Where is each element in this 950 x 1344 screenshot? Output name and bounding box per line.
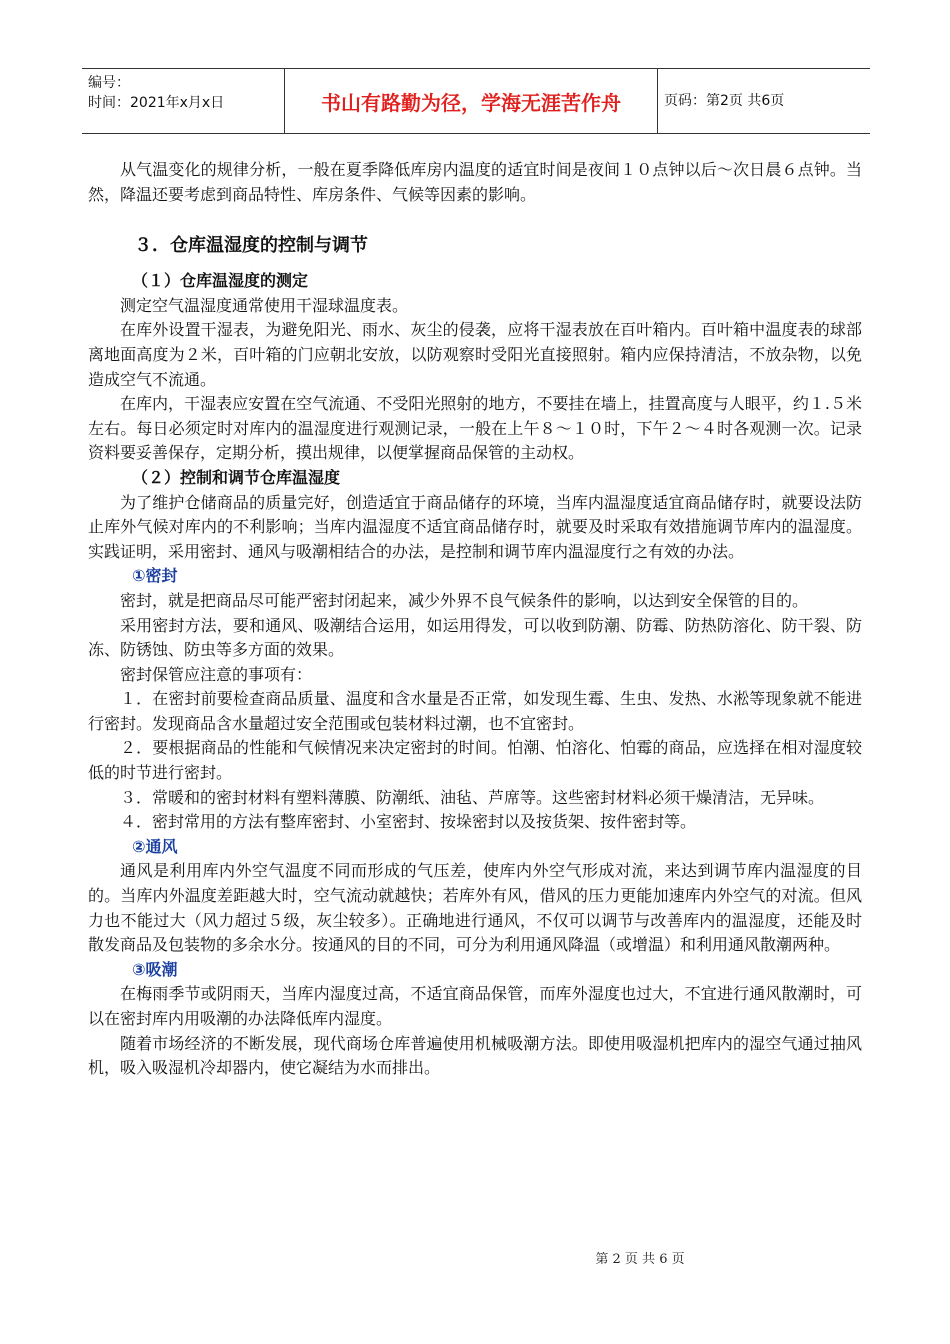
subsection-1-heading: （１）仓库温湿度的测定	[132, 271, 309, 291]
subsection-2-heading: （２）控制和调节仓库温湿度	[132, 467, 341, 487]
document-number-label: 编号：	[88, 75, 130, 91]
paragraph: 采用密封方法，要和通风、吸潮结合运用，如运用得发，可以收到防潮、防霉、防热防溶化、防干裂、防冻、防锈蚀、防虫等多方面的效果。	[88, 615, 862, 660]
paragraph: 密封保管应注意的事项有：	[120, 664, 313, 684]
header-meta-cell	[82, 69, 285, 133]
paragraph: 密封，就是把商品尽可能严密封闭起来，减少外界不良气候条件的影响，以达到安全保管的目的。	[120, 590, 809, 610]
header-motto-cell	[285, 69, 658, 133]
paragraph: 在梅雨季节或阴雨天，当库内湿度过高，不适宜商品保管，而库外湿度也过大，不宜进行通风散潮时，可以在密封库内用吸潮的办法降低库内湿度。	[88, 984, 862, 1028]
paragraph: 通风是利用库内外空气温度不同而形成的气压差，使库内外空气形成对流，来达到调节库内温湿度的目的。当库内外温度差距越大时，空气流动就越快；若库外有风，借风的压力更能加速库内外空气的对流。但风力也不能过大（风力超过５级，灰尘较多）。正确地进行通风，不仅可以调节与改善库内的温湿度，还能及时散发商品及包装物的多余水分。按通风的目的不同，可分为利用通风降温（或增温）和利用通风散潮两种。	[88, 861, 862, 955]
list-item: ４．密封常用的方法有整库密封、小室密封、按垛密封以及按货架、按件密封等。	[120, 812, 697, 832]
list-item: ３．常暖和的密封材料有塑料薄膜、防潮纸、油毡、芦席等。这些密封材料必须干燥清洁，无异味。	[120, 787, 825, 807]
ventilation-heading: ②通风	[132, 836, 178, 856]
paragraph: 为了维护仓储商品的质量完好，创造适宜于商品储存的环境，当库内温湿度适宜商品储存时，就要设法防止库外气候对库内的不利影响；当库内温湿度不适宜商品储存时，就要及时采取有效措施调节库内的温湿度。实践证明，采用密封、通风与吸潮相结合的办法，是控制和调节库内温湿度行之有效的办法。	[88, 492, 862, 561]
paragraph: 测定空气温湿度通常使用干湿球温度表。	[120, 295, 409, 315]
paragraph: 在库外设置干湿表，为避免阳光、雨水、灰尘的侵袭，应将干湿表放在百叶箱内。百叶箱中温度表的球部离地面高度为２米，百叶箱的门应朝北安放，以防观察时受阳光直接照射。箱内应保持清洁，不放杂物，以免造成空气不流通。	[88, 320, 862, 389]
document-body	[88, 158, 862, 1081]
list-item: １．在密封前要检查商品质量、温度和含水量是否正常，如发现生霉、生虫、发热、水淞等现象就不能进行密封。发现商品含水量超过安全范围或包装材料过潮，也不宜密封。	[88, 689, 862, 733]
section-3-heading: ３．仓库温湿度的控制与调节	[134, 235, 368, 257]
document-date-label: 时间：2021年x月x日	[88, 95, 225, 111]
page-header	[82, 68, 870, 134]
list-item: ２．要根据商品的性能和气候情况来决定密封的时间。怕潮、怕溶化、怕霉的商品，应选择在相对湿度较低的时节进行密封。	[88, 738, 862, 783]
page-footer: 第 2 页 共 6 页	[595, 1252, 685, 1267]
header-motto: 书山有路勤为径，学海无涯苦作舟	[321, 90, 621, 115]
paragraph: 在库内，干湿表应安置在空气流通、不受阳光照射的地方，不要挂在墙上，挂置高度与人眼平，约１.５米左右。每日必须定时对库内的温湿度进行观测记录，一般在上午８～１０时，下午２～４时各观测一次。记录资料要妥善保存，定期分析，摸出规律，以便掌握商品保管的主动权。	[88, 394, 862, 463]
paragraph: 随着市场经济的不断发展，现代商场仓库普遍使用机械吸潮方法。即使用吸湿机把库内的湿空气通过抽风机，吸入吸湿机冷却器内，使它凝结为水而排出。	[88, 1033, 862, 1078]
header-page-cell	[658, 69, 870, 133]
header-page-number: 页码：第2页 共6页	[664, 93, 785, 109]
moisture-absorption-heading: ③吸潮	[132, 959, 178, 979]
intro-paragraph: 从气温变化的规律分析，一般在夏季降低库房内温度的适宜时间是夜间１０点钟以后～次日晨６点钟。当然，降温还要考虑到商品特性、库房条件、气候等因素的影响。	[88, 160, 862, 204]
seal-heading: ①密封	[132, 566, 178, 586]
